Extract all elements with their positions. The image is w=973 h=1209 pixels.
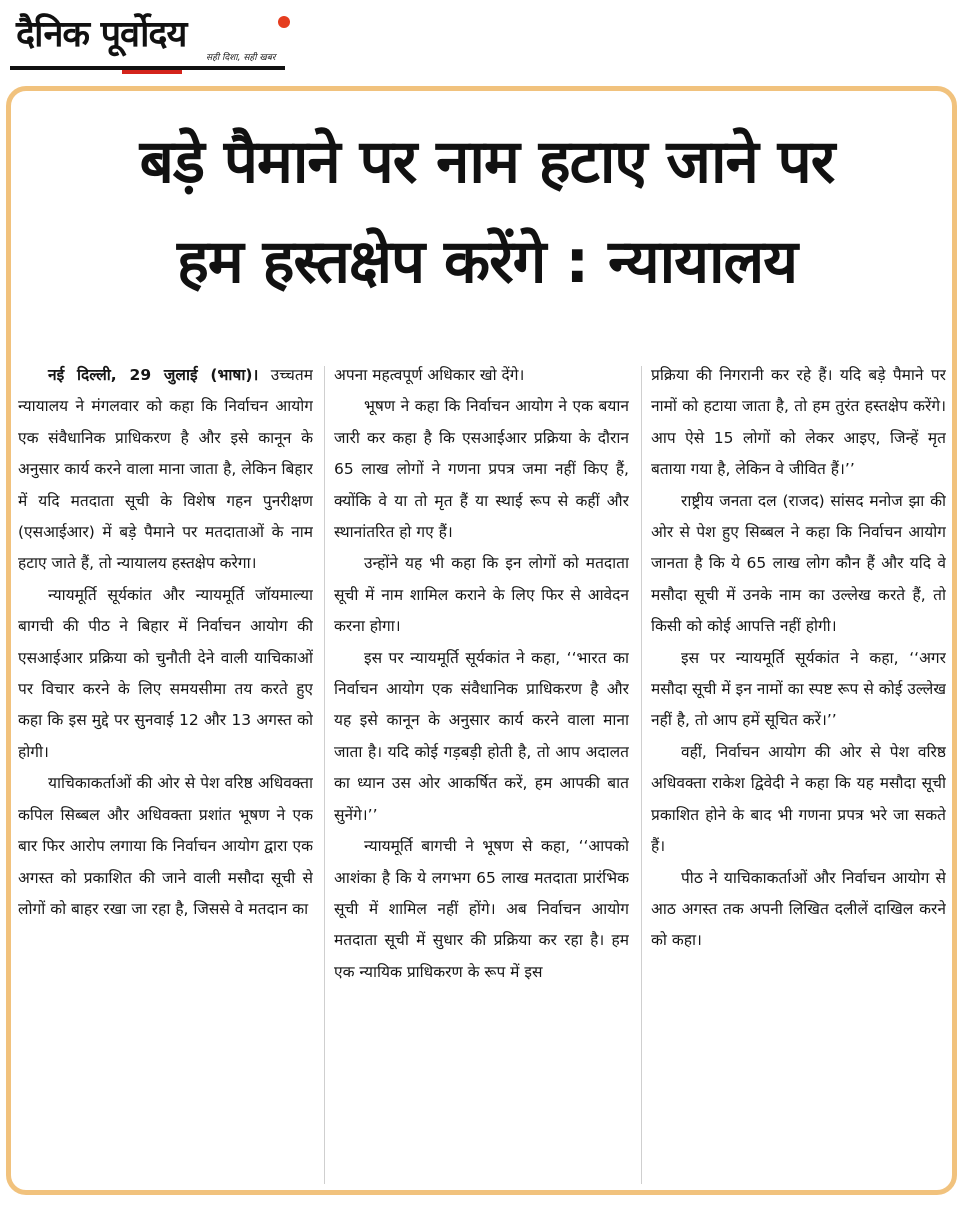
masthead bbox=[10, 6, 290, 74]
article-paragraph bbox=[18, 360, 313, 580]
headline-line-2: हम हस्तक्षेप करेंगे : न्यायालय bbox=[176, 227, 798, 297]
article-paragraph: पीठ ने याचिकाकर्ताओं और निर्वाचन आयोग से आठ अगस्त तक अपनी लिखित दलीलें दाखिल करने को कहा। bbox=[651, 868, 946, 950]
masthead-redbar bbox=[122, 70, 182, 74]
masthead-title: दैनिक पूर्वोदय bbox=[16, 14, 187, 55]
article-paragraph: न्यायमूर्ति सूर्यकांत और न्यायमूर्ति जॉयमाल्या बागची की पीठ ने बिहार में निर्वाचन आयोग की एसआईआर प्रक्रिया को चुनौती देने वाली याचिकाओं पर विचार करने के लिए समयसीमा तय करते हुए कहा कि इस मुद्दे पर सुनवाई 12 और 13 अगस्त को होगी। bbox=[18, 585, 313, 761]
article-paragraph: अपना महत्वपूर्ण अधिकार खो देंगे। bbox=[334, 366, 525, 384]
article-paragraph: उन्होंने यह भी कहा कि इन लोगों को मतदाता सूची में नाम शामिल कराने के लिए फिर से आवेदन करना होगा। bbox=[334, 554, 629, 636]
article-paragraph: न्यायमूर्ति बागची ने भूषण से कहा, ‘‘आपको आशंका है कि ये लगभग 65 लाख मतदाता प्रारंभिक सूची में शामिल नहीं होंगे। अब निर्वाचन आयोग मतदाता सूची में सुधार की प्रक्रिया कर रहा है। हम एक न्यायिक प्राधिकरण के रूप में इस bbox=[334, 837, 629, 981]
paragraph-text: उच्चतम न्यायालय ने मंगलवार को कहा कि निर्वाचन आयोग एक संवैधानिक प्राधिकरण है और इसे कानून के अनुसार कार्य करने वाला माना जाता है, लेकिन बिहार में यदि मतदाता सूची के विशेष गहन पुनरीक्षण (एसआईआर) में बड़े पैमाने पर मतदाताओं के नाम हटाए जाते हैं, तो न्यायालय हस्तक्षेप करेगा। bbox=[18, 366, 313, 573]
masthead-tagline: सही दिशा, सही खबर bbox=[206, 53, 276, 63]
article-paragraph: राष्ट्रीय जनता दल (राजद) सांसद मनोज झा की ओर से पेश हुए सिब्बल ने कहा कि निर्वाचन आयोग जानता है कि ये 65 लाख लोग कौन हैं और यदि वे मसौदा सूची में उनके नाम का उल्लेख करते हैं, तो किसी को कोई आपत्ति नहीं होगी। bbox=[651, 491, 946, 636]
article-column-1 bbox=[18, 360, 313, 1186]
headline bbox=[22, 112, 952, 312]
article-column-3 bbox=[651, 360, 946, 1186]
article-paragraph: इस पर न्यायमूर्ति सूर्यकांत ने कहा, ‘‘भारत का निर्वाचन आयोग एक संवैधानिक प्राधिकरण है और यह इसे कानून के अनुसार कार्य करने वाला माना जाता है। यदि कोई गड़बड़ी होती है, तो आप अदालत का ध्यान उस ओर आकर्षित करें, हम आपकी बात सुनेंगे।’’ bbox=[334, 648, 629, 824]
column-divider bbox=[324, 366, 325, 1184]
headline-line-1: बड़े पैमाने पर नाम हटाए जाने पर bbox=[139, 127, 835, 197]
masthead-dot-icon bbox=[278, 16, 290, 28]
article-body bbox=[18, 360, 946, 1190]
article-paragraph: इस पर न्यायमूर्ति सूर्यकांत ने कहा, ‘‘अगर मसौदा सूची में इन नामों का स्पष्ट रूप से कोई उल्लेख नहीं है, तो आप हमें सूचित करें।’’ bbox=[651, 648, 946, 730]
article-paragraph: प्रक्रिया की निगरानी कर रहे हैं। यदि बड़े पैमाने पर नामों को हटाया जाता है, तो हम तुरंत हस्तक्षेप करेंगे। आप ऐसे 15 लोगों को लेकर आइए, जिन्हें मृत बताया गया है, लेकिन वे जीवित हैं।’’ bbox=[651, 366, 946, 479]
article-paragraph: भूषण ने कहा कि निर्वाचन आयोग ने एक बयान जारी कर कहा है कि एसआईआर प्रक्रिया के दौरान 65 लाख लोगों ने गणना प्रपत्र जमा नहीं किए हैं, क्योंकि वे या तो मृत हैं या स्थाई रूप से कहीं और स्थानांतरित हो गए हैं। bbox=[334, 397, 629, 542]
dateline: नई दिल्ली, 29 जुलाई (भाषा)। bbox=[48, 366, 259, 384]
column-divider bbox=[641, 366, 642, 1184]
article-paragraph: वहीं, निर्वाचन आयोग की ओर से पेश वरिष्ठ अधिवक्ता राकेश द्विवेदी ने कहा कि यह मसौदा सूची प्रकाशित होने के बाद भी गणना प्रपत्र भरे जा सकते हैं। bbox=[651, 742, 946, 856]
article-paragraph: याचिकाकर्ताओं की ओर से पेश वरिष्ठ अधिवक्ता कपिल सिब्बल और अधिवक्ता प्रशांत भूषण ने एक बार फिर आरोप लगाया कि निर्वाचन आयोग द्वारा एक अगस्त को प्रकाशित की जाने वाली मसौदा सूची से लोगों को बाहर रखा जा रहा है, जिससे वे मतदान का bbox=[18, 774, 313, 918]
article-column-2 bbox=[334, 360, 629, 1186]
